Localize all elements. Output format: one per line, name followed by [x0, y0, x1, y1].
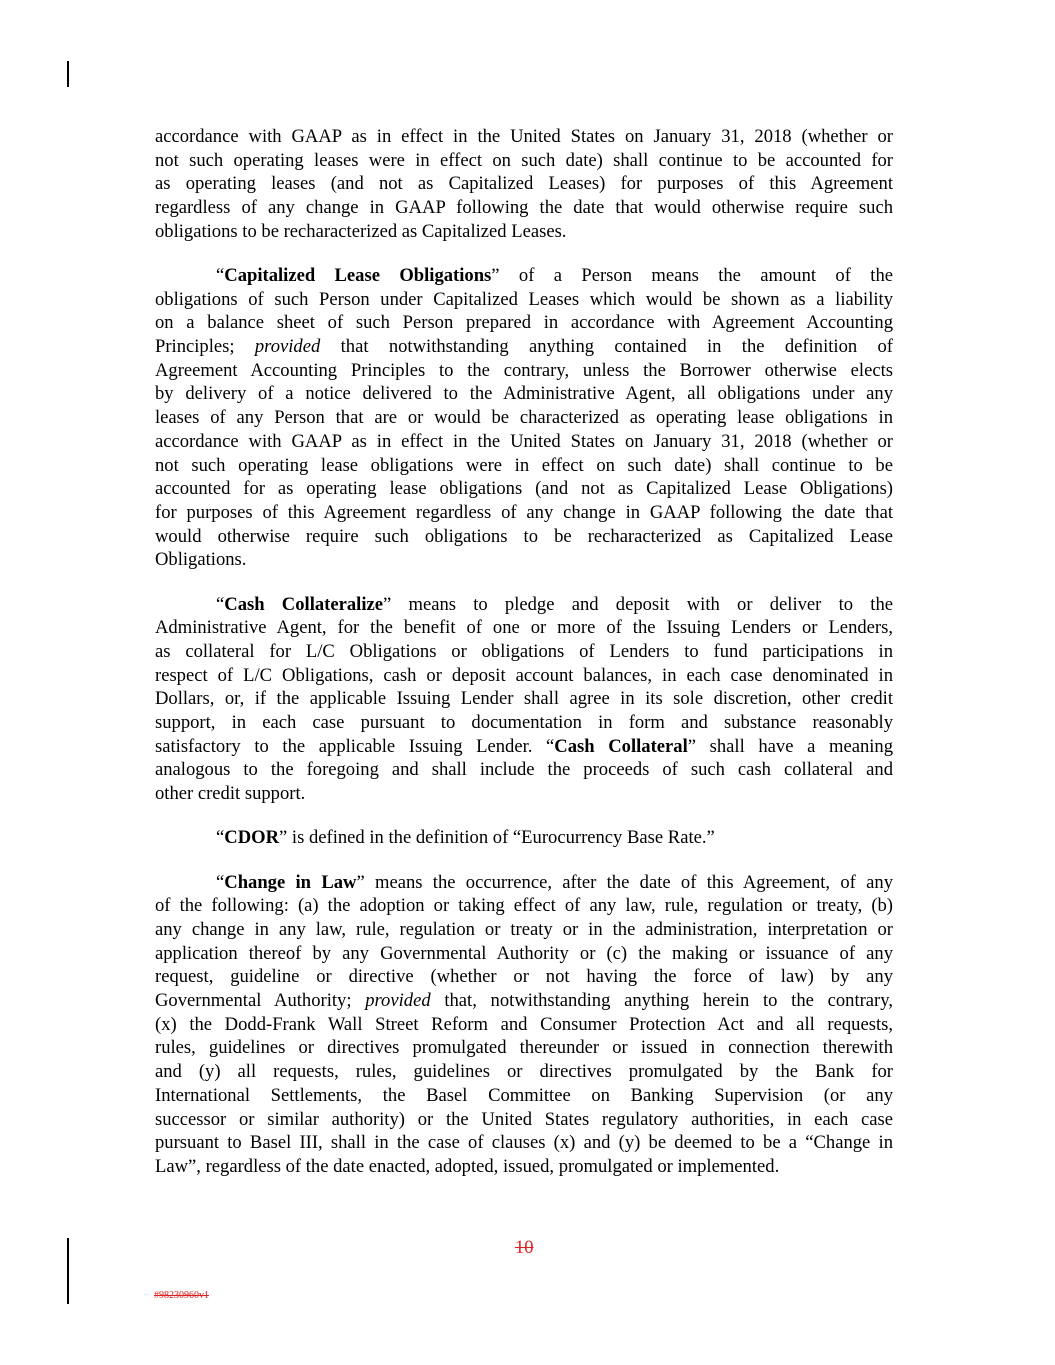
text-run: as collateral for L/C Obligations or obligations of Lenders to fund participations in [155, 640, 893, 662]
paragraph-change-in-law [155, 871, 893, 1179]
text-line [155, 918, 893, 942]
text-run: Agreement Accounting Principles to the contrary, unless the Borrower otherwise elects [155, 359, 893, 381]
defined-term: CDOR [224, 827, 280, 849]
text-run: request, guideline or directive (whether or not having the force of law) by any [155, 966, 893, 988]
text-line [155, 382, 893, 406]
text-line [155, 871, 893, 895]
text-run: on a balance sheet of such Person prepared in accordance with Agreement Accounting [155, 312, 893, 334]
text-line [155, 149, 893, 173]
text-run: “ [216, 265, 225, 287]
text-line [155, 616, 893, 640]
text-run: accounted for as operating lease obligations (and not as Capitalized Lease Obligations) [155, 478, 893, 500]
text-run: ” means to pledge and deposit with or deliver to the [383, 593, 894, 615]
text-run: rules, guidelines or directives promulgated thereunder or issued in connection therewith [155, 1037, 893, 1059]
text-line [155, 288, 893, 312]
text-line [155, 1013, 893, 1037]
text-line [155, 664, 893, 688]
text-run: obligations to be recharacterized as Capitalized Leases. [155, 220, 567, 242]
text-run: Dollars, or, if the applicable Issuing Lender shall agree in its sole discretion, other credit [155, 688, 893, 710]
text-run: “ [216, 871, 225, 893]
text-run: ” shall have a meaning [687, 735, 894, 757]
text-line [155, 942, 893, 966]
text-line [155, 965, 893, 989]
text-run: pursuant to Basel III, shall in the case of clauses (x) and (y) be deemed to be a “Change in [155, 1132, 893, 1154]
text-line [155, 735, 893, 759]
text-line [155, 359, 893, 383]
text-line [155, 593, 893, 617]
defined-term: Capitalized Lease Obligations [224, 265, 492, 287]
text-run: successor or similar authority) or the United States regulatory authorities, in each case [155, 1108, 893, 1130]
text-run: ” of a Person means the amount of the [491, 265, 893, 287]
text-line [155, 454, 893, 478]
text-run: by delivery of a notice delivered to the Administrative Agent, all obligations under any [155, 383, 893, 405]
text-line [155, 220, 893, 244]
text-run: Obligations. [155, 549, 247, 571]
text-line [155, 548, 893, 572]
text-line [155, 264, 893, 288]
text-line [155, 430, 893, 454]
text-line [155, 1036, 893, 1060]
defined-term: Change in Law [224, 871, 357, 893]
text-run: Principles; [155, 336, 255, 358]
text-run: not such operating leases were in effect on such date) shall continue to be accounted for [155, 149, 893, 171]
text-run: not such operating lease obligations were in effect on such date) shall continue to be [155, 454, 893, 476]
italic-term: provided [254, 336, 321, 358]
text-run: obligations of such Person under Capitalized Leases which would be shown as a liability [155, 288, 893, 310]
page-number: 10 [515, 1238, 534, 1258]
text-line [155, 711, 893, 735]
text-line [155, 477, 893, 501]
document-body [155, 125, 893, 1199]
text-run: analogous to the foregoing and shall include the proceeds of such cash collateral and [155, 759, 893, 781]
text-line [155, 1155, 893, 1179]
text-line [155, 758, 893, 782]
document-id: #98230960v1 [154, 1290, 209, 1301]
text-line [155, 640, 893, 664]
text-run: would otherwise require such obligations to be recharacterized as Capitalized Lease [155, 525, 893, 547]
change-bar-top [67, 61, 69, 87]
text-run: support, in each case pursuant to documentation in form and substance reasonably [155, 712, 893, 733]
paragraph-capitalized-lease-obligations [155, 264, 893, 572]
text-run: respect of L/C Obligations, cash or deposit account balances, in each case denominated in [155, 664, 893, 686]
text-run: that notwithstanding anything contained in the definition of [320, 336, 893, 358]
text-line [155, 687, 893, 711]
defined-term: Cash Collateralize [224, 593, 383, 615]
paragraph-cdor [155, 826, 893, 850]
text-line [155, 782, 893, 806]
text-line [155, 894, 893, 918]
text-run: (x) the Dodd-Frank Wall Street Reform and Consumer Protection Act and all requests, [155, 1013, 893, 1035]
defined-term: Cash Collateral [554, 735, 688, 757]
text-run: for purposes of this Agreement regardless of any change in GAAP following the date that [155, 501, 893, 523]
text-run: of the following: (a) the adoption or taking effect of any law, rule, regulation or treaty, (b) [155, 895, 893, 917]
text-run: Administrative Agent, for the benefit of one or more of the Issuing Lenders or Lenders, [155, 617, 893, 639]
text-line [155, 1108, 893, 1132]
text-run: accordance with GAAP as in effect in the United States on January 31, 2018 (whether or [155, 430, 893, 452]
paragraph-capitalized-leases-continuation [155, 125, 893, 243]
text-line [155, 1084, 893, 1108]
text-line [155, 406, 893, 430]
text-run: and (y) all requests, rules, guidelines or directives promulgated by the Bank for [155, 1061, 893, 1083]
text-line [155, 335, 893, 359]
text-line [155, 125, 893, 149]
italic-term: provided [365, 990, 431, 1012]
text-line [155, 196, 893, 220]
text-run: satisfactory to the applicable Issuing Lender. “ [155, 735, 555, 757]
text-run: “ [216, 593, 225, 615]
text-line [155, 172, 893, 196]
text-run: International Settlements, the Basel Committee on Banking Supervision (or any [155, 1084, 893, 1106]
text-run: as operating leases (and not as Capitalized Leases) for purposes of this Agreement [155, 173, 893, 195]
text-run: application thereof by any Governmental Authority or (c) the making or issuance of any [155, 942, 893, 964]
text-line [155, 989, 893, 1013]
text-run: any change in any law, rule, regulation or treaty or in the administration, interpretation or [155, 919, 893, 940]
text-run: ” is defined in the definition of “Eurocurrency Base Rate.” [279, 827, 715, 849]
text-line [155, 1131, 893, 1155]
paragraph-cash-collateralize [155, 593, 893, 806]
text-run: regardless of any change in GAAP following the date that would otherwise require such [155, 197, 893, 219]
text-run: Governmental Authority; [155, 990, 366, 1012]
text-run: that, notwithstanding anything herein to the contrary, [430, 990, 893, 1012]
text-run: “ [216, 827, 225, 849]
text-run: leases of any Person that are or would be characterized as operating lease obligations in [155, 407, 893, 429]
text-line [155, 311, 893, 335]
text-line [155, 525, 893, 549]
text-line [155, 826, 893, 850]
text-line [155, 501, 893, 525]
text-run: ” means the occurrence, after the date of this Agreement, of any [356, 871, 893, 893]
change-bar-bottom [67, 1238, 69, 1304]
text-line [155, 1060, 893, 1084]
text-run: other credit support. [155, 783, 306, 805]
text-run: Law”, regardless of the date enacted, adopted, issued, promulgated or implemented. [155, 1155, 780, 1177]
text-run: accordance with GAAP as in effect in the United States on January 31, 2018 (whether or [155, 126, 893, 147]
